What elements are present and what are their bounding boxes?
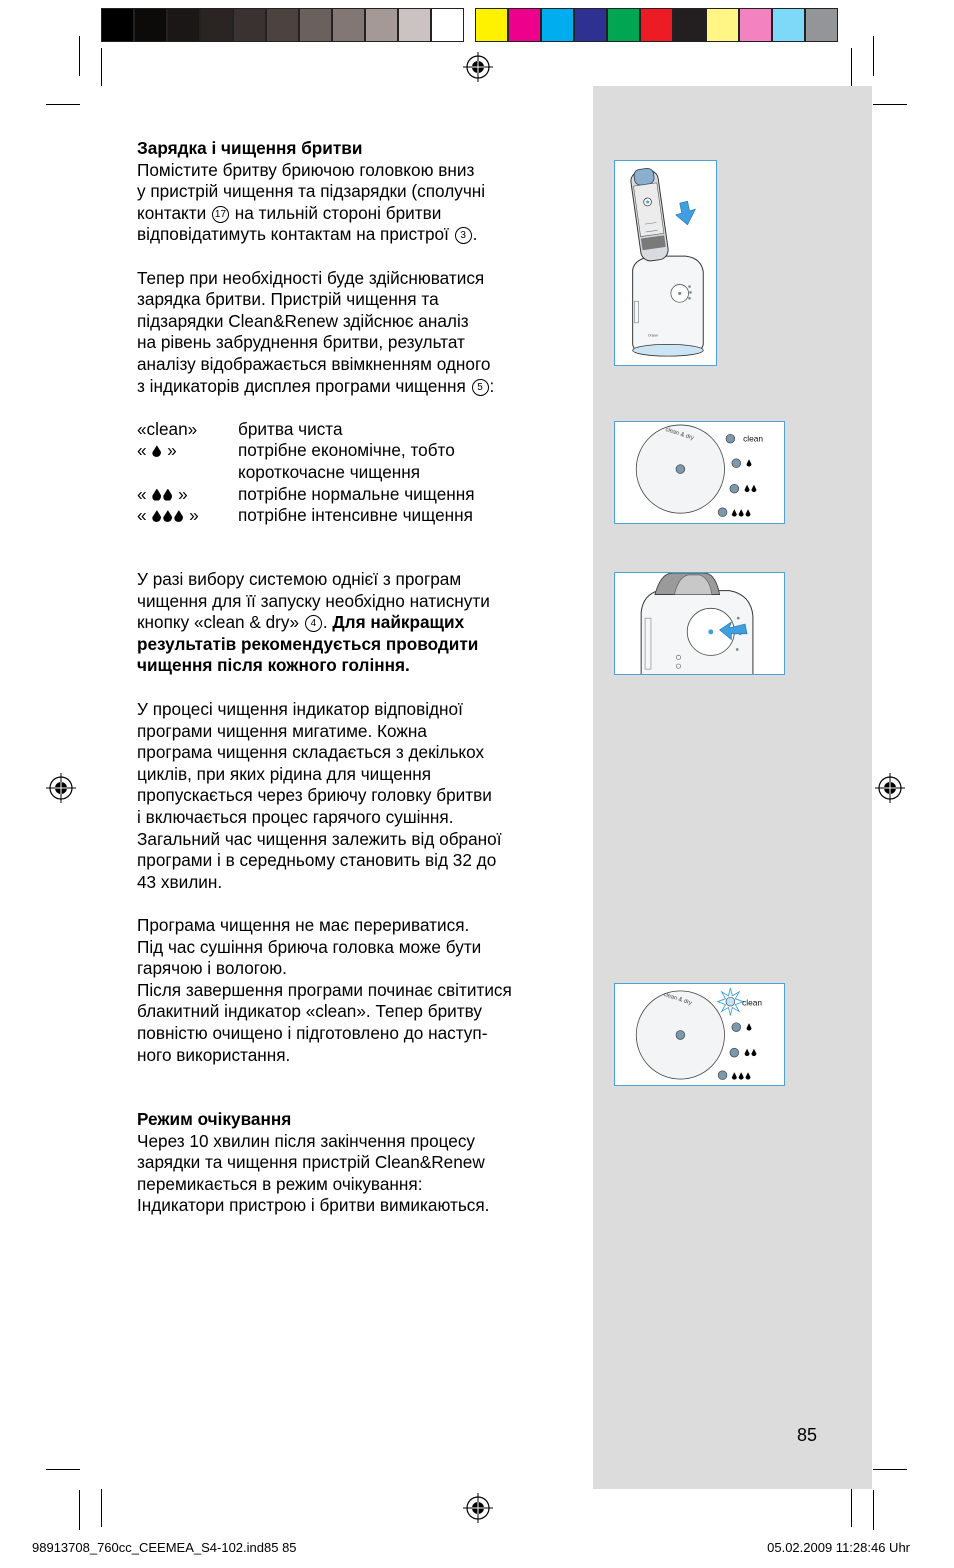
- indicator-key: [137, 505, 238, 527]
- program-start-section: [137, 569, 577, 677]
- color-swatch: [541, 8, 574, 42]
- reference-number-badge: 17: [212, 206, 229, 223]
- text-fragment: кнопку «clean & dry»: [137, 612, 300, 633]
- drop-icon: [152, 489, 161, 501]
- text-line: Помістите бритву бриючою головкою вниз: [137, 159, 475, 180]
- shaver-insertion-figure: [614, 160, 717, 366]
- text-line: програма чищення складається з декількох: [137, 742, 485, 763]
- color-swatch: [607, 8, 640, 42]
- crop-mark: [46, 104, 80, 105]
- color-swatch: [167, 8, 200, 42]
- text-line: перемикається в режим очікування:: [137, 1173, 423, 1194]
- clean-indicator-label: clean: [743, 433, 764, 444]
- text-fragment: .: [322, 612, 328, 633]
- text-fragment: :: [489, 375, 495, 396]
- color-swatch: [673, 8, 706, 42]
- clean-indicator-label: clean: [742, 997, 763, 1008]
- crop-mark: [873, 104, 907, 105]
- text-line: і включається процес гарячого сушіння.: [137, 806, 454, 827]
- text-fragment: з індикаторів дисплея програми чищення: [137, 375, 466, 396]
- text-line: Під час сушіння бриюча головка може бути: [137, 936, 482, 957]
- crop-mark: [851, 48, 852, 86]
- text-line: результатів рекомендується проводити: [137, 633, 479, 654]
- color-calibration-bar: [101, 8, 838, 42]
- text-line: Програма чищення не має перериватися.: [137, 915, 470, 935]
- color-swatch: [706, 8, 739, 42]
- text-line: У разі вибору системою однієї з програм: [137, 569, 462, 589]
- text-fragment: контакти: [137, 202, 207, 223]
- text-line: на рівень забруднення бритви, результат: [137, 332, 465, 353]
- reference-number-badge: 4: [305, 615, 322, 632]
- reference-number-badge: 5: [472, 379, 489, 396]
- drop-icon: [163, 489, 172, 501]
- text-line: 43 хвилин.: [137, 871, 223, 892]
- text-line: чищення для її запуску необхідно натиснути: [137, 590, 490, 611]
- quote-close: »: [189, 505, 199, 526]
- text-line: аналізу відображається ввімкненням одного: [137, 353, 491, 374]
- text-line: зарядка бритви. Пристрій чищення та: [137, 289, 439, 310]
- crop-mark: [79, 1490, 80, 1530]
- crop-mark: [79, 36, 80, 76]
- quote-open: «: [137, 505, 147, 526]
- text-line: ного використання.: [137, 1044, 291, 1065]
- text-fragment: відповідатимуть контактам на пристрої: [137, 224, 449, 245]
- indicator-row-clean: [137, 419, 577, 441]
- indicator-row-two-drops: [137, 484, 577, 506]
- indicator-key: [137, 484, 238, 506]
- color-swatch: [640, 8, 673, 42]
- text-line: пропускається через бриючу головку бритви: [137, 785, 492, 806]
- text-line: Після завершення програми починає світитися: [137, 979, 512, 1000]
- text-fragment: Для найкращих: [332, 612, 465, 633]
- drop-icon: [163, 510, 172, 522]
- text-line: Через 10 хвилин після закінчення процесу: [137, 1130, 476, 1151]
- color-swatch: [332, 8, 365, 42]
- footer-timestamp: 05.02.2009 11:28:46 Uhr: [767, 1540, 910, 1555]
- indicator-description: бритва чиста: [238, 418, 343, 439]
- registration-mark-icon: [463, 52, 493, 82]
- cleaning-process-section: [137, 699, 577, 893]
- color-swatch: [299, 8, 332, 42]
- color-swatch: [475, 8, 508, 42]
- clean-lit-figure: [614, 983, 785, 1086]
- text-line: [137, 612, 577, 634]
- color-swatch: [431, 8, 464, 42]
- quote-close: »: [178, 483, 188, 504]
- indicator-description-line: потрібне економічне, тобто: [238, 440, 455, 461]
- completion-section: [137, 915, 582, 1066]
- drop-icon: [152, 445, 161, 457]
- color-swatch: [233, 8, 266, 42]
- text-line: у пристрій чищення та підзарядки (сполучні: [137, 181, 486, 202]
- text-line: зарядки та чищення пристрій Clean&Renew: [137, 1152, 485, 1173]
- indicator-display-figure: [614, 421, 785, 524]
- crop-mark: [46, 1469, 80, 1470]
- text-line: [137, 203, 577, 225]
- crop-mark: [101, 1489, 102, 1527]
- color-swatch: [508, 8, 541, 42]
- crop-mark: [873, 1490, 874, 1530]
- text-line: гарячою і вологою.: [137, 958, 287, 979]
- registration-mark-icon: [46, 773, 76, 803]
- quote-open: «: [137, 483, 147, 504]
- text-line: Загальний час чищення залежить від обраної: [137, 828, 502, 849]
- indicator-description: [238, 440, 455, 483]
- footer-file-info: 98913708_760cc_CEEMEA_S4-102.ind85 85: [32, 1540, 297, 1555]
- text-line: повністю очищено і підготовлено до наступ-: [137, 1022, 488, 1043]
- indicator-row-three-drops: [137, 505, 577, 527]
- registration-mark-icon: [463, 1493, 493, 1523]
- reference-number-badge: 3: [455, 227, 472, 244]
- drop-icon: [152, 510, 161, 522]
- color-swatch: [398, 8, 431, 42]
- color-swatch: [134, 8, 167, 42]
- color-swatch: [805, 8, 838, 42]
- indicator-row-one-drop: [137, 440, 577, 483]
- clean-dry-dial-label: clean & dry: [664, 426, 695, 442]
- indicator-description: потрібне інтенсивне чищення: [238, 505, 473, 526]
- quote-open: «: [137, 440, 147, 461]
- section-heading: Зарядка і чищення бритви: [137, 138, 363, 158]
- charging-cleaning-section: [137, 138, 577, 527]
- text-line: підзарядки Clean&Renew здійснює аналіз: [137, 310, 469, 331]
- swatch-gap: [464, 8, 475, 42]
- clean-dry-dial-label: clean & dry: [662, 991, 693, 1007]
- text-line: циклів, при яких рідина для чищення: [137, 763, 432, 784]
- quote-close: »: [167, 440, 177, 461]
- crop-mark: [873, 36, 874, 76]
- color-swatch: [101, 8, 134, 42]
- crop-mark: [101, 48, 102, 86]
- page-number: 85: [797, 1425, 818, 1445]
- color-swatch: [200, 8, 233, 42]
- crop-mark: [873, 1469, 907, 1470]
- color-swatch: [772, 8, 805, 42]
- standby-section: [137, 1109, 577, 1217]
- color-swatch: [574, 8, 607, 42]
- section-heading: Режим очікування: [137, 1109, 292, 1129]
- registration-mark-icon: [875, 773, 905, 803]
- color-swatch: [365, 8, 398, 42]
- drop-icon: [174, 510, 183, 522]
- indicator-description: потрібне нормальне чищення: [238, 483, 475, 504]
- color-swatch: [739, 8, 772, 42]
- text-fragment: .: [472, 224, 478, 245]
- color-swatch: [266, 8, 299, 42]
- text-line: блакитний індикатор «clean». Тепер бритву: [137, 1001, 482, 1022]
- text-line: У процесі чищення індикатор відповідної: [137, 699, 463, 719]
- indicator-key: [137, 440, 238, 483]
- press-clean-dry-figure: [614, 572, 785, 675]
- text-line: Тепер при необхідності буде здійснюватися: [137, 267, 485, 288]
- device-brand-label: braun: [648, 332, 659, 338]
- indicator-description-line: короткочасне чищення: [238, 461, 421, 482]
- text-line: [137, 224, 577, 246]
- text-line: Індикатори пристрою і бритви вимикаються.: [137, 1195, 490, 1216]
- text-line: [137, 376, 577, 398]
- text-line: програми і в середньому становить від 32 до: [137, 850, 497, 871]
- text-fragment: на тильній стороні бритви: [234, 202, 442, 223]
- crop-mark: [851, 1489, 852, 1527]
- text-line: програми чищення мигатиме. Кожна: [137, 720, 427, 741]
- indicator-key: «clean»: [137, 418, 198, 439]
- text-line: чищення після кожного гоління.: [137, 655, 410, 676]
